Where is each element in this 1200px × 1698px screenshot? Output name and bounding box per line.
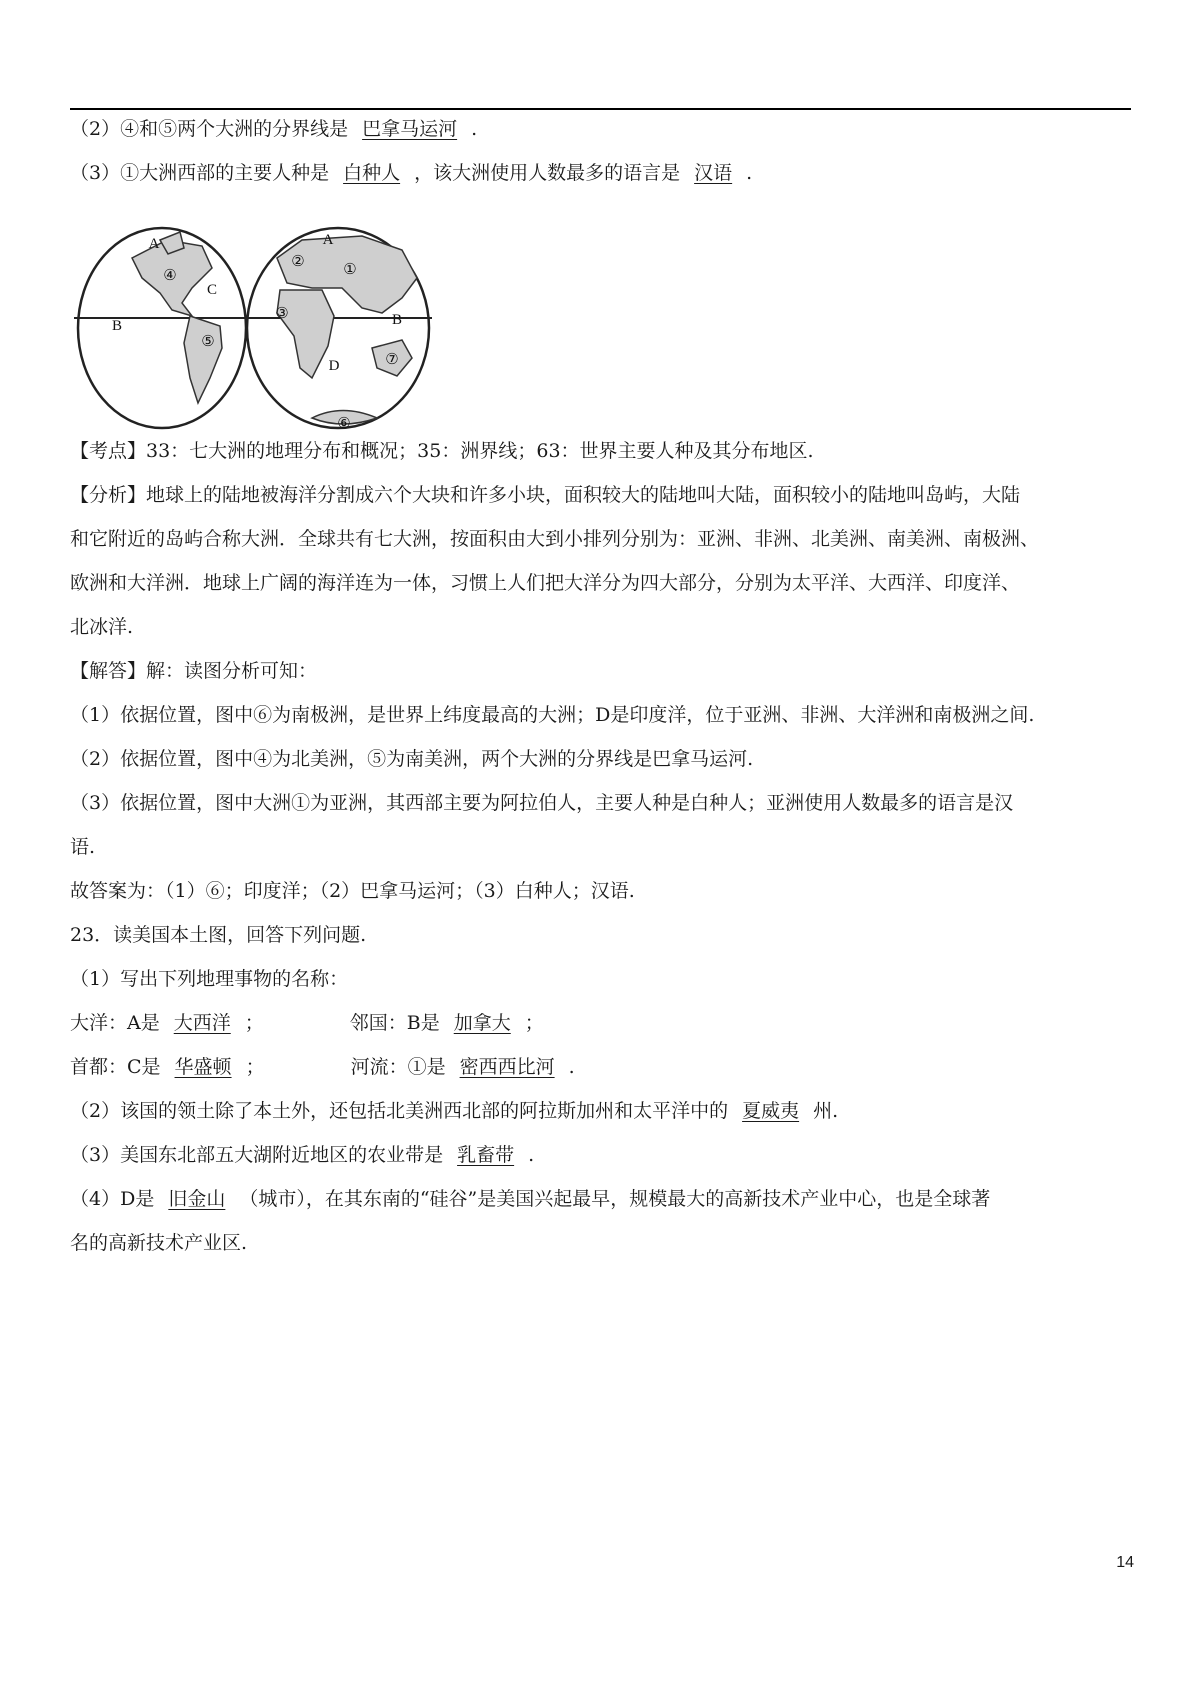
answer-panama-canal: 巴拿马运河 <box>362 118 458 140</box>
ocean-end: ； <box>244 1012 264 1034</box>
q22-part3-end: . <box>746 162 753 184</box>
fenxi-line-2: 和它附近的岛屿合称大洲．全球共有七大洲，按面积由大到小排列分别为：亚洲、非洲、北美洲、南美洲、南极洲、 <box>70 528 1040 550</box>
jieda-line-5: 语. <box>70 836 96 858</box>
map-label-5: ⑤ <box>201 334 215 350</box>
q23-part2-text: （2）该国的领土除了本土外，还包括北美洲西北部的阿拉斯加州和太平洋中的 <box>70 1100 729 1122</box>
neighbor-end: ； <box>524 1012 544 1034</box>
jieda-answer-summary: 故答案为：（1）⑥；印度洋；（2）巴拿马运河；（3）白种人；汉语. <box>70 880 635 902</box>
q22-part2-end: . <box>471 118 478 140</box>
q23-part4-text: （4）D是 <box>70 1188 155 1210</box>
q23-part2-end: 州. <box>813 1100 839 1122</box>
jieda-line-4: （3）依据位置，图中大洲①为亚洲，其西部主要为阿拉伯人，主要人种是白种人；亚洲使用人数最多的语言是汉 <box>70 792 1014 814</box>
answer-san-francisco: 旧金山 <box>168 1188 226 1210</box>
answer-white-race: 白种人 <box>343 162 401 184</box>
world-hemispheres-map <box>72 218 462 446</box>
q23-part2 <box>70 1098 1140 1124</box>
q23-title: 23．读美国本土图，回答下列问题. <box>70 924 367 946</box>
jieda-line-1: 【解答】解：读图分析可知： <box>70 660 318 682</box>
q22-part2-text: （2）④和⑤两个大洲的分界线是 <box>70 118 349 140</box>
answer-hawaii: 夏威夷 <box>742 1100 800 1122</box>
q23-part3 <box>70 1142 1140 1168</box>
q23-row-ocean-neighbor <box>70 1010 1140 1036</box>
africa-shape <box>277 290 334 378</box>
q22-part3 <box>70 160 1140 186</box>
jieda-line-3: （2）依据位置，图中④为北美洲，⑤为南美洲，两个大洲的分界线是巴拿马运河. <box>70 748 754 770</box>
answer-canada: 加拿大 <box>453 1012 511 1034</box>
map-label-a-east: A <box>322 232 334 248</box>
map-label-3: ③ <box>275 306 289 322</box>
q23-part3-text: （3）美国东北部五大湖附近地区的农业带是 <box>70 1144 444 1166</box>
map-label-6: ⑥ <box>337 416 351 432</box>
q23-part4-rest: （城市），在其东南的“硅谷”是美国兴起最早，规模最大的高新技术产业中心，也是全球著 <box>239 1188 991 1210</box>
answer-washington: 华盛顿 <box>174 1056 232 1078</box>
fenxi-line-4: 北冰洋. <box>70 616 134 638</box>
q23-part3-end: . <box>528 1144 535 1166</box>
answer-chinese: 汉语 <box>694 162 733 184</box>
map-label-1: ① <box>343 262 357 278</box>
river-prompt: 河流：①是 <box>350 1056 446 1078</box>
header-rule <box>70 108 1131 110</box>
q22-part3-mid: ，该大洲使用人数最多的语言是 <box>414 162 681 184</box>
neighbor-prompt: 邻国：B是 <box>349 1012 440 1034</box>
river-end: . <box>568 1056 575 1078</box>
map-label-d: D <box>328 358 340 374</box>
capital-end: ； <box>245 1056 265 1078</box>
map-label-7: ⑦ <box>385 352 399 368</box>
q23-row-capital-river <box>70 1054 1140 1080</box>
answer-atlantic: 大西洋 <box>173 1012 231 1034</box>
fenxi-line-1: 【分析】地球上的陆地被海洋分割成六个大块和许多小块，面积较大的陆地叫大陆，面积较小的陆地叫岛屿，大陆 <box>70 484 1021 506</box>
ocean-prompt: 大洋：A是 <box>70 1012 160 1034</box>
kaodian-line: 【考点】33：七大洲的地理分布和概况；35：洲界线；63：世界主要人种及其分布地区. <box>70 440 814 462</box>
south-america-shape <box>184 316 222 403</box>
fenxi-line-3: 欧洲和大洋洲．地球上广阔的海洋连为一体，习惯上人们把大洋分为四大部分，分别为太平洋、大西洋、印度洋、 <box>70 572 1021 594</box>
jieda-line-2: （1）依据位置，图中⑥为南极洲，是世界上纬度最高的大洲；D是印度洋，位于亚洲、非洲、大洋洲和南极洲之间. <box>70 704 1035 726</box>
map-label-b-west: B <box>111 318 123 334</box>
capital-prompt: 首都：C是 <box>70 1056 161 1078</box>
answer-dairy-belt: 乳畜带 <box>457 1144 515 1166</box>
q23-part4 <box>70 1186 1140 1212</box>
map-label-b-east: B <box>391 312 403 328</box>
q23-part1: （1）写出下列地理事物的名称： <box>70 968 349 990</box>
map-label-a-west: A <box>148 236 160 252</box>
map-label-c: C <box>206 282 218 298</box>
answer-mississippi: 密西西比河 <box>459 1056 555 1078</box>
q22-part2 <box>70 116 1140 142</box>
map-label-2: ② <box>291 254 305 270</box>
page-number: 14 <box>1116 1554 1134 1571</box>
q22-part3-text: （3）①大洲西部的主要人种是 <box>70 162 330 184</box>
map-label-4: ④ <box>163 268 177 284</box>
q23-part4-cont: 名的高新技术产业区. <box>70 1232 248 1254</box>
